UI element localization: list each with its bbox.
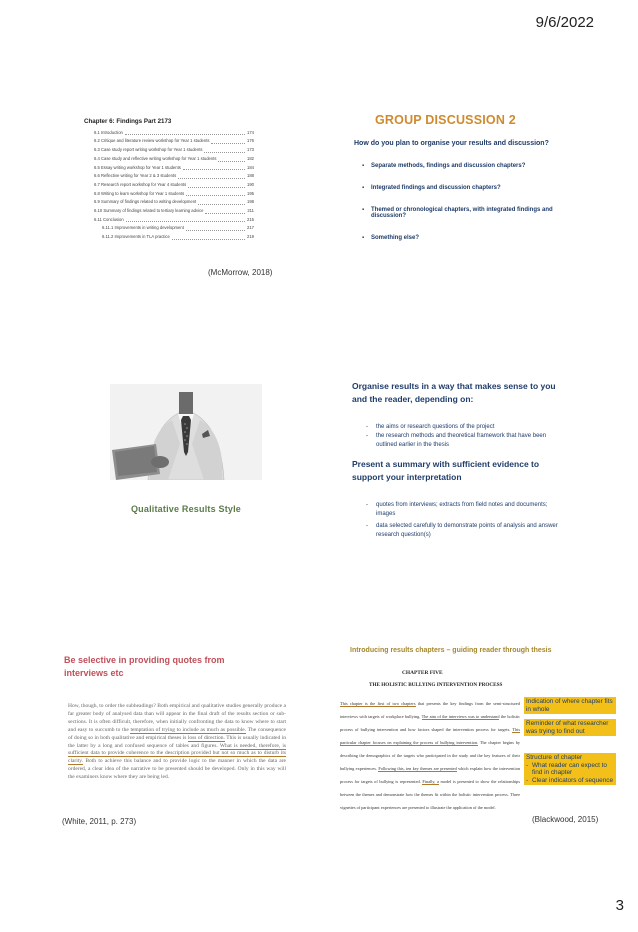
organise-results-heading: Organise results in a way that makes sense to you and the reader, depending on: <box>352 381 556 404</box>
toc-chapter-title: Chapter 6: Findings Part 2 <box>84 118 162 125</box>
discussion-bullet-1: ▪ Separate methods, findings and discussion chapters? <box>362 163 526 169</box>
toc-row-title: 6.11.1 Improvements in writing development <box>102 225 184 231</box>
toc-row <box>84 172 254 181</box>
square-bullet-icon: ▪ <box>362 163 365 169</box>
annotation-note-2: Reminder of what researcher was trying to find out <box>524 719 616 736</box>
underlined-phrase: temptation of trying to include as much as possible. <box>130 726 247 733</box>
list-item: - the aims or research questions of the project <box>366 424 495 430</box>
qualitative-results-caption: Qualitative Results Style <box>130 504 242 514</box>
toc-row <box>84 129 254 138</box>
toc-row-page: 195 <box>247 190 254 196</box>
be-selective-heading: Be selective in providing quotes from interviews etc <box>64 655 225 678</box>
toc-row <box>84 224 254 233</box>
toc-row-page: 176 <box>247 138 254 144</box>
toc-row-title: 6.11.2 Improvements in TLA practice <box>102 234 170 240</box>
toc-row <box>84 216 254 225</box>
toc-row <box>84 137 254 146</box>
list-item: - data selected carefully to demonstrate points of analysis and answer research question(s) <box>366 523 558 538</box>
toc-row-page: 217 <box>247 225 254 231</box>
toc-row <box>84 233 254 242</box>
man-with-laptop-photo <box>110 384 262 480</box>
toc-row-title: 6.2 Critique and literature review workshop for Year 1 students <box>94 138 210 144</box>
toc-row <box>84 164 254 173</box>
toc-row-page: 188 <box>247 173 254 179</box>
list-item: - quotes from interviews; extracts from field notes and documents; images <box>366 502 548 517</box>
toc-row <box>84 207 254 216</box>
table-of-contents-image <box>84 118 254 242</box>
chapter-five-title: THE HOLISTIC BULLYING INTERVENTION PROCESS <box>369 682 503 688</box>
toc-row-title: 6.6 Reflective writing for Year 2 & 3 students <box>94 173 177 179</box>
toc-row <box>84 181 254 190</box>
slide-date: 9/6/2022 <box>535 14 594 31</box>
toc-row-page: 215 <box>247 216 254 222</box>
present-summary-list <box>366 501 566 540</box>
chapter-five-excerpt: This chapter is the first of two chapters that presents the key findings from the semi-structured interviews with targets of workplace bullying. The aim of the interviews was to understand the holistic process of bullying intervention and how factors shaped the intervention process for targets. This particular chapter focuses on explaining the process of bullying intervention. The chapter begins by describing the demographics of the targets who participated in the study and the key features of their bullying experiences. Following this, ten key themes are presented which explain how the intervention process for targets of bullying is represented. Finally, a model is presented to show the relationships between the themes and demonstrate how the themes fit within the holistic intervention process. Three vignettes of participant experiences are presented to illustrate the application of the model. <box>340 701 521 810</box>
introducing-results-heading: Introducing results chapters – guiding reader through thesis <box>350 647 552 654</box>
toc-row <box>84 146 254 155</box>
toc-chapter-page: 173 <box>161 118 172 125</box>
citation-blackwood: (Blackwood, 2015) <box>532 815 599 824</box>
present-summary-heading: Present a summary with sufficient evidence to support your interpretation <box>352 459 540 482</box>
toc-row-title: 6.9 Summary of findings related to writing development <box>94 199 197 205</box>
toc-row-title: 6.3 Case study report writing workshop for Year 1 students <box>94 147 203 153</box>
toc-row-page: 173 <box>247 147 254 153</box>
toc-row-page: 174 <box>247 129 254 135</box>
citation-mcmorrow: (McMorrow, 2018) <box>208 268 273 277</box>
citation-white: (White, 2011, p. 273) <box>62 817 137 826</box>
discussion-bullet-4: ▪ Something else? <box>362 235 420 241</box>
square-bullet-icon: ▪ <box>362 235 365 241</box>
toc-rows <box>84 129 254 242</box>
annotation-note-1: Indication of where chapter fits in whole <box>524 697 616 714</box>
toc-row-title: 6.11 Conclusion <box>94 216 124 222</box>
square-bullet-icon: ▪ <box>362 185 365 191</box>
list-item: - the research methods and theoretical framework that have been outlined earlier in the thesis <box>366 433 547 448</box>
discussion-question: How do you plan to organise your results and discussion? <box>354 140 549 147</box>
discussion-bullet-2: ▪ Integrated findings and discussion chapters? <box>362 185 501 191</box>
toc-row-title: 6.7 Research report workshop for Year 4 students <box>94 181 187 187</box>
list-item: - What reader can expect to find in chapter <box>526 761 607 777</box>
toc-row-title: 6.5 Essay writing workshop for Year 1 students <box>94 164 181 170</box>
toc-row <box>84 198 254 207</box>
toc-row <box>84 155 254 164</box>
toc-chapter-row <box>84 118 254 127</box>
group-discussion-title: GROUP DISCUSSION 2 <box>375 113 516 127</box>
toc-row-page: 184 <box>247 164 254 170</box>
toc-row-page: 219 <box>247 234 254 240</box>
underlined-phrase: loss of direction. <box>187 734 225 741</box>
discussion-bullet-3: ▪ Themed or chronological chapters, with integrated findings and discussion? <box>362 207 553 219</box>
chapter-five-label: CHAPTER FIVE <box>402 670 443 676</box>
toc-row-page: 198 <box>247 199 254 205</box>
square-bullet-icon: ▪ <box>362 207 365 213</box>
toc-row-page: 182 <box>247 155 254 161</box>
toc-row-title: 6.8 Writing to learn workshop for Year 1 students <box>94 190 185 196</box>
toc-row-page: 211 <box>247 208 254 214</box>
toc-row-page: 190 <box>247 181 254 187</box>
underlined-phrase: What is needed, therefore, is sufficient data to provide coherence to the description provided but not so much as to disturb its clarity. <box>68 742 286 765</box>
list-item: - Clear indicators of sequence <box>526 776 613 784</box>
white-quote-excerpt: How, though, to order the subheadings? Both empirical and qualitative studies generally produce a far greater body of analysed data than will appear in the final draft of the results section or sub-sections. It is often difficult, therefore, when initially confronting the data to know where to start and easy to succumb to the temptation of trying to include as much as possible. The consequence of doing so in both qualitative and empirical theses is loss of direction. This is usually indicated in the latter by a long and confused sequence of tables and figures. What is needed, therefore, is sufficient data to provide coherence to the description provided but not so much as to disturb its clarity. Both to achieve this balance and to provide logic to the manner in which the data are ordered, a clear idea of the narrative to be presented should be developed. Only in this way will the examiners know where they are being led. <box>68 703 286 781</box>
annotation-note-3: Structure of chapter - What reader can expect to find in chapter - Clear indicators of sequence <box>524 753 616 785</box>
toc-row-title: 6.10 Summary of findings related to tertiary learning advice <box>94 208 204 214</box>
toc-row-title: 6.4 Case study and reflective writing workshop for Year 1 students <box>94 155 217 161</box>
toc-row <box>84 190 254 199</box>
page-number: 3 <box>615 897 624 914</box>
toc-row-title: 6.1 Introduction <box>94 129 123 135</box>
organise-results-list <box>366 423 566 450</box>
